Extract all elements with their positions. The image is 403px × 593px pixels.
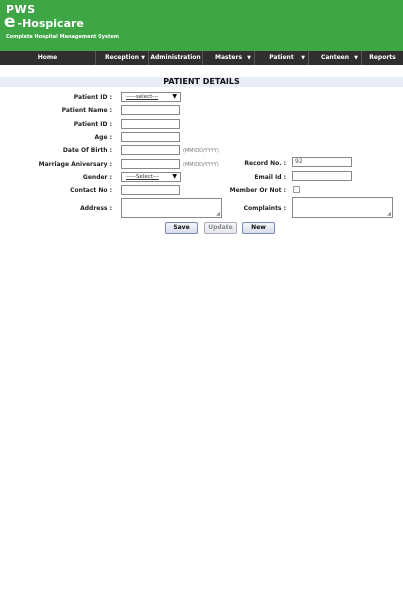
marriage-anniversary-label: Marriage Aniversary : <box>38 161 112 168</box>
gender-select[interactable] <box>121 172 181 182</box>
age-label: Age : <box>94 134 112 141</box>
contact-no-label: Contact No : <box>70 187 112 194</box>
email-id-label: Email Id : <box>254 174 286 181</box>
nav-reports-label: Reports <box>369 54 396 61</box>
dob-input[interactable] <box>121 145 180 155</box>
patient-id-input[interactable] <box>121 119 180 129</box>
update-button[interactable]: Update <box>204 222 237 234</box>
record-no-input[interactable]: 92 <box>292 157 352 167</box>
brand-top: PWS <box>6 3 36 16</box>
patient-name-label: Patient Name : <box>61 107 112 114</box>
dropdown-arrow-icon: ▼ <box>172 93 177 100</box>
dropdown-arrow-icon: ▼ <box>247 55 251 61</box>
nav-masters-label: Masters <box>214 54 243 61</box>
nav-reception[interactable] <box>96 51 149 65</box>
gender-label: Gender : <box>82 174 112 181</box>
contact-no-input[interactable] <box>121 185 180 195</box>
marriage-anniversary-input[interactable] <box>121 159 180 169</box>
dropdown-arrow-icon: ▼ <box>354 55 358 61</box>
member-checkbox[interactable] <box>293 186 300 193</box>
dob-format-hint: (MM/DD/YYYY) <box>183 148 219 154</box>
app-header <box>0 0 403 51</box>
member-or-not-label: Member Or Not : <box>229 187 286 194</box>
dropdown-arrow-icon: ▼ <box>141 55 145 61</box>
nav-reports[interactable] <box>362 51 403 65</box>
nav-home-label: Home <box>37 54 58 61</box>
brand-tagline: Complete Hospital Management System <box>6 34 120 40</box>
nav-administration[interactable] <box>149 51 203 65</box>
new-button[interactable]: New <box>242 222 275 234</box>
age-input[interactable] <box>121 132 180 142</box>
address-label: Address : <box>80 205 112 212</box>
dropdown-arrow-icon: ▼ <box>301 55 305 61</box>
brand-name: -Hospicare <box>17 17 84 30</box>
patient-id-select-value: -----select--- <box>126 94 159 100</box>
nav-canteen-label: Canteen <box>320 54 349 61</box>
resize-grip-icon[interactable]: ◢ <box>216 211 220 217</box>
nav-reception-label: Reception <box>105 54 139 61</box>
nav-home[interactable] <box>0 51 96 65</box>
address-textarea[interactable] <box>121 198 222 218</box>
brand-e-letter: e <box>4 12 16 32</box>
dob-label: Date Of Birth : <box>62 147 112 154</box>
nav-patient[interactable] <box>255 51 309 65</box>
save-button[interactable]: Save <box>165 222 198 234</box>
email-id-input[interactable] <box>292 171 352 181</box>
resize-grip-icon[interactable]: ◢ <box>387 211 391 217</box>
patient-name-input[interactable] <box>121 105 180 115</box>
patient-id-select[interactable] <box>121 92 181 102</box>
dropdown-arrow-icon: ▼ <box>172 173 177 180</box>
nav-administration-label: Administration <box>150 54 201 61</box>
nav-masters[interactable] <box>203 51 255 65</box>
gender-select-value: -----Select--- <box>126 174 159 180</box>
patient-id-select-label: Patient ID : <box>73 94 112 101</box>
brand-logo[interactable] <box>4 12 84 32</box>
complaints-textarea[interactable] <box>292 197 393 218</box>
complaints-label: Complaints : <box>243 205 286 212</box>
main-nav <box>0 51 403 65</box>
nav-patient-label: Patient <box>269 54 294 61</box>
marriage-anniversary-format-hint: (MM/DD/YYYY) <box>183 162 219 168</box>
page-title: PATIENT DETAILS <box>163 77 240 86</box>
nav-canteen[interactable] <box>309 51 362 65</box>
patient-id-label: Patient ID : <box>73 121 112 128</box>
record-no-label: Record No. : <box>244 160 286 167</box>
